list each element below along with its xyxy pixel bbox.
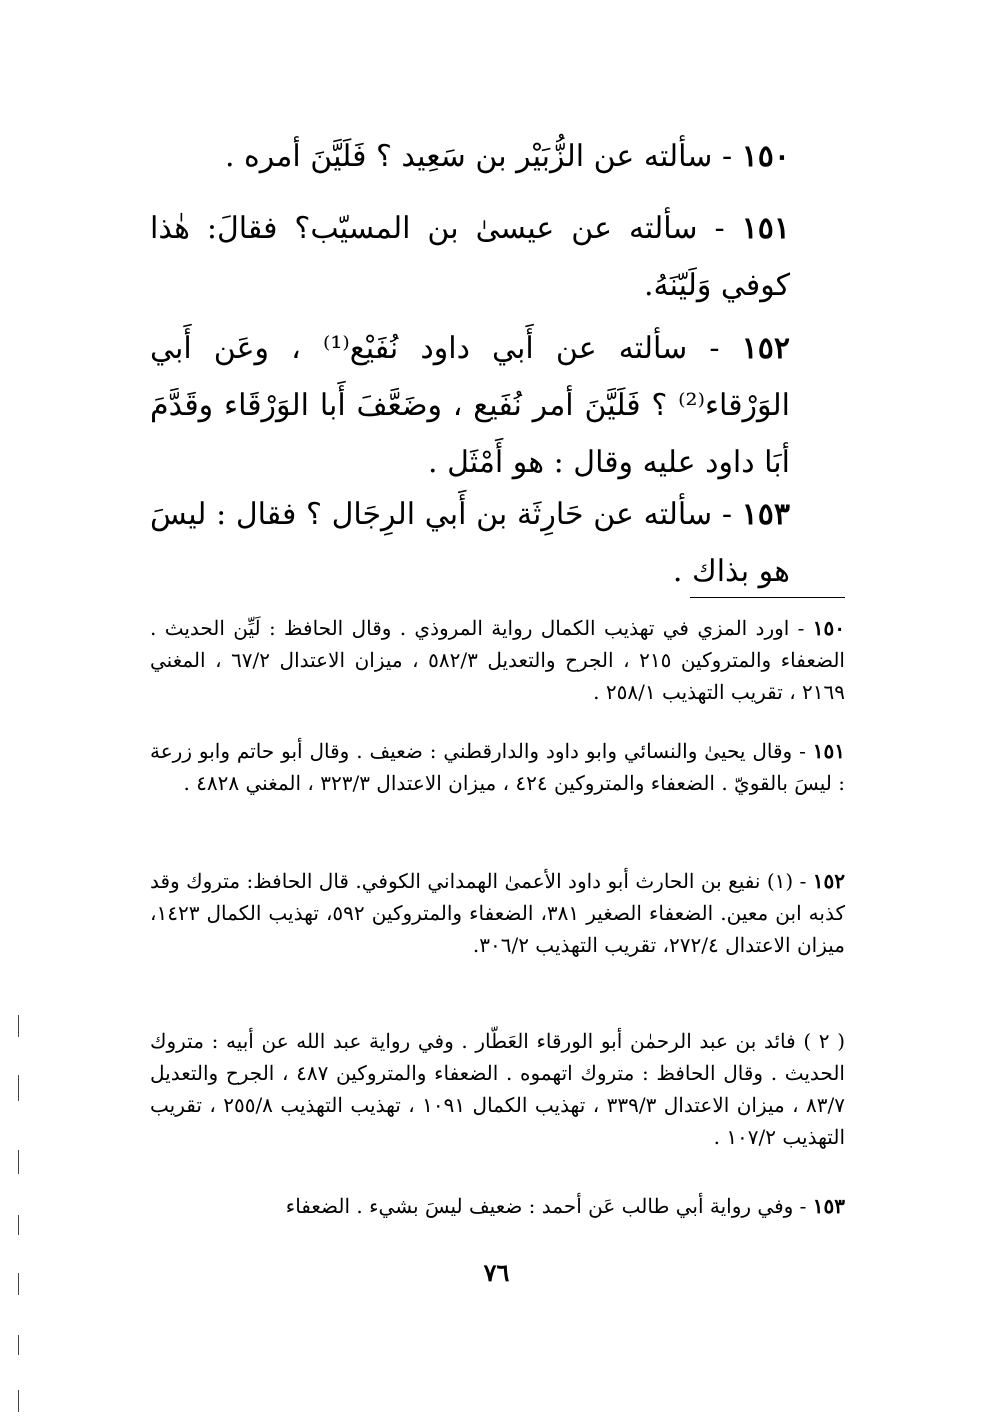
entry-number: ١٥٣ <box>741 497 790 532</box>
footnote-152 <box>150 865 845 961</box>
footnote-number: ١٥٢ <box>812 869 845 893</box>
entry-text: - سألته عن عيسىٰ بن المسيّب؟ فقالَ: هٰذا كوفي وَلَيّنَهُ. <box>150 211 790 303</box>
footnote-text: - (١) نفيع بن الحارث أبو داود الأعمىٰ الهمداني الكوفي. قال الحافظ: متروك وقد كذبه ابن معين. الضعفاء الصغير ٣٨١، الضعفاء والمتروكين ٥٩٢، تهذيب الكمال ١٤٢٣، ميزان الاعتدال ٢٧٢/٤، تقريب التهذيب ٣٠٦/٢. <box>150 869 845 957</box>
entry-153 <box>150 486 790 600</box>
footnote-153 <box>150 1190 845 1222</box>
entry-text: - سألته عن أَبي داود نُفَيْع⁽¹⁾ ، وعَن أَبي الوَرْقاء⁽²⁾ ؟ فَلَيَّنَ أمر نُفَيع ، وضَعَّفَ أَبا الوَرْقَاء وقَدَّمَ أبَا داود عليه وقال : هو أَمْثَل . <box>150 331 790 480</box>
entry-number: ١٥٠ <box>741 139 790 174</box>
footnote-number: ١٥٠ <box>812 616 846 640</box>
footnote-text: - وقال يحيىٰ والنسائي وابو داود والدارقطني : ضعيف . وقال أبو حاتم وابو زرعة : ليسَ بالقويّ . الضعفاء والمتروكين ٤٢٤ ، ميزان الاعتدال ٣٢٣/٣ ، المغني ٤٨٢٨ . <box>150 739 845 795</box>
page-number: ٧٦ <box>483 1258 510 1287</box>
footnote-number: ١٥١ <box>812 739 846 763</box>
entry-151 <box>150 200 790 314</box>
entry-text: - سألته عن حَارِثَة بن أَبي الرِجَال ؟ فقال : ليسَ هو بذاك . <box>150 497 790 589</box>
footnote-151 <box>150 735 845 799</box>
entry-number: ١٥١ <box>741 211 790 246</box>
footnote-divider <box>690 597 845 598</box>
footnote-text: ( ٢ ) فائد بن عبد الرحمٰن أبو الورقاء العَطّار . وفي رواية عبد الله عن أبيه : متروك الحديث . وقال الحافظ : متروك اتهموه . الضعفاء والمتروكين ٤٨٧ ، الجرح والتعديل ٨٣/٧ ، ميزان الاعتدال ٣٣٩/٣ ، تهذيب الكمال ١٠٩١ ، تهذيب التهذيب ٢٥٥/٨ ، تقريب التهذيب ١٠٧/٢ . <box>150 1029 845 1149</box>
footnote-text: - اورد المزي في تهذيب الكمال رواية المروذي . وقال الحافظ : لَيِّن الحديث . الضعفاء والمتروكين ٢١٥ ، الجرح والتعديل ٥٨٢/٣ ، ميزان الاعتدال ٦٧/٢ ، المغني ٢١٦٩ ، تقريب التهذيب ٢٥٨/١ . <box>150 616 845 704</box>
entry-152 <box>150 320 790 491</box>
footnote-number: ١٥٣ <box>812 1194 845 1218</box>
footnote-text: - وفي رواية أبي طالب عَن أحمد : ضعيف ليسَ بشيء . الضعفاء <box>285 1194 807 1218</box>
entry-number: ١٥٢ <box>741 331 790 366</box>
entry-150 <box>150 128 790 185</box>
footnote-150 <box>150 612 845 708</box>
entry-text: - سألته عن الزُّبَيْر بن سَعِيد ؟ فَلَيَّنَ أمره . <box>224 139 733 174</box>
footnote-152-2 <box>150 1025 845 1153</box>
scan-margin-marks <box>16 1015 22 1415</box>
